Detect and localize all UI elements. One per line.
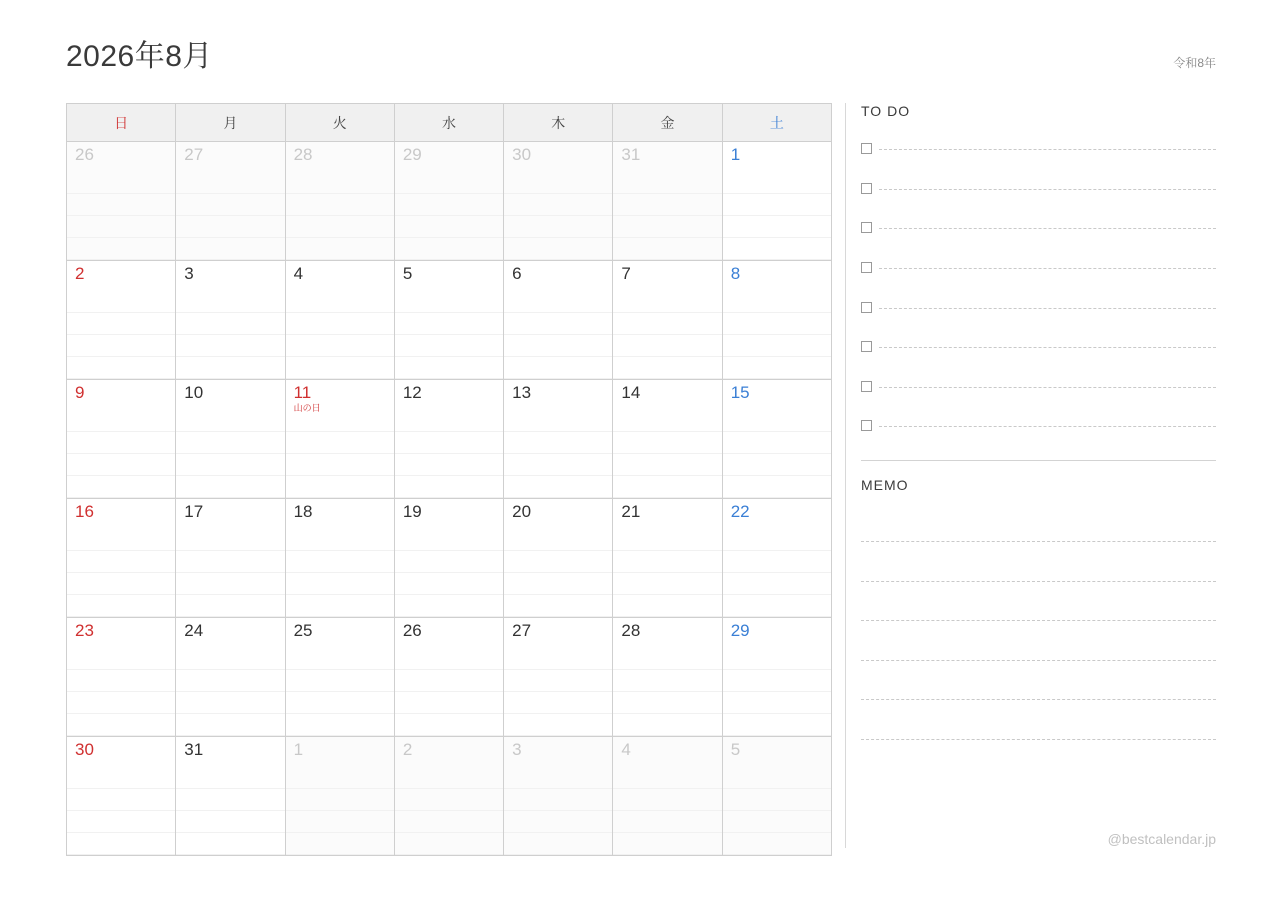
cell-writing-lines (286, 529, 394, 617)
day-number: 16 (75, 502, 94, 521)
calendar-day-cell[interactable] (394, 499, 503, 618)
checkbox-icon[interactable] (861, 341, 872, 352)
calendar-week-row (67, 142, 832, 261)
page-header (66, 34, 1216, 82)
todo-list (861, 129, 1216, 446)
cell-writing-lines (286, 291, 394, 379)
todo-item[interactable] (861, 406, 1216, 446)
todo-item[interactable] (861, 367, 1216, 407)
calendar-day-cell[interactable] (613, 380, 722, 499)
calendar-day-cell[interactable] (722, 142, 831, 261)
todo-write-line[interactable] (879, 387, 1216, 388)
day-number: 26 (75, 145, 94, 164)
calendar-day-cell[interactable] (504, 261, 613, 380)
day-number: 2 (402, 740, 413, 759)
day-number: 30 (512, 145, 532, 164)
cell-writing-lines (723, 172, 831, 260)
memo-write-line[interactable] (861, 542, 1216, 582)
calendar-day-cell[interactable] (613, 261, 722, 380)
page-title: 2026年8月 (66, 40, 213, 73)
day-number: 26 (402, 621, 422, 640)
weekday-header-5: 金 (613, 104, 722, 142)
day-number: 11 (293, 383, 312, 402)
day-number: 3 (512, 740, 522, 759)
day-number: 17 (184, 502, 204, 521)
cell-writing-lines (67, 529, 175, 617)
day-number: 30 (75, 740, 94, 759)
calendar-day-cell[interactable] (67, 499, 176, 618)
todo-write-line[interactable] (879, 149, 1216, 150)
cell-writing-lines (395, 648, 503, 736)
cell-writing-lines (395, 767, 503, 855)
day-number: 10 (184, 383, 204, 402)
calendar-day-cell[interactable] (67, 142, 176, 261)
cell-writing-lines (723, 291, 831, 379)
memo-section (861, 477, 1216, 740)
checkbox-icon[interactable] (861, 381, 872, 392)
cell-writing-lines (67, 291, 175, 379)
todo-item[interactable] (861, 208, 1216, 248)
cell-writing-lines (723, 648, 831, 736)
checkbox-icon[interactable] (861, 262, 872, 273)
calendar-day-cell[interactable] (176, 737, 285, 856)
cell-writing-lines (67, 648, 175, 736)
day-number: 8 (730, 264, 741, 283)
calendar-day-cell[interactable] (613, 618, 722, 737)
weekday-header-3: 水 (394, 104, 503, 142)
calendar-day-cell[interactable] (176, 499, 285, 618)
cell-writing-lines (504, 529, 612, 617)
memo-heading: MEMO (861, 476, 909, 493)
weekday-header-2: 火 (285, 104, 394, 142)
cell-writing-lines (613, 767, 721, 855)
calendar-table (66, 103, 832, 856)
checkbox-icon[interactable] (861, 143, 872, 154)
day-number: 28 (621, 621, 641, 640)
checkbox-icon[interactable] (861, 302, 872, 313)
day-number: 27 (512, 621, 532, 640)
memo-write-line[interactable] (861, 661, 1216, 701)
calendar-day-cell[interactable] (722, 618, 831, 737)
cell-writing-lines (723, 767, 831, 855)
calendar-day-cell[interactable] (722, 499, 831, 618)
cell-writing-lines (613, 291, 721, 379)
calendar-day-cell[interactable] (67, 261, 176, 380)
calendar-week-row (67, 261, 832, 380)
day-number: 29 (402, 145, 422, 164)
memo-write-line[interactable] (861, 503, 1216, 543)
cell-writing-lines (176, 529, 284, 617)
calendar-day-cell[interactable] (67, 618, 176, 737)
calendar-day-cell[interactable] (394, 261, 503, 380)
cell-writing-lines (504, 648, 612, 736)
day-number: 24 (184, 621, 204, 640)
cell-writing-lines (176, 648, 284, 736)
checkbox-icon[interactable] (861, 420, 872, 431)
calendar-day-cell[interactable] (504, 142, 613, 261)
day-number: 5 (402, 264, 413, 283)
todo-item[interactable] (861, 287, 1216, 327)
calendar-day-cell[interactable] (613, 499, 722, 618)
calendar-day-cell[interactable] (285, 142, 394, 261)
calendar-day-cell[interactable] (394, 380, 503, 499)
day-number: 20 (512, 502, 532, 521)
day-number: 15 (730, 383, 750, 402)
checkbox-icon[interactable] (861, 183, 872, 194)
calendar-day-cell[interactable] (285, 261, 394, 380)
day-number: 31 (621, 145, 641, 164)
day-number: 2 (75, 264, 85, 283)
memo-write-line[interactable] (861, 700, 1216, 740)
todo-item[interactable] (861, 248, 1216, 288)
day-number: 7 (621, 264, 631, 283)
day-number: 25 (293, 621, 313, 640)
calendar-week-row (67, 380, 832, 499)
weekday-header-6: 土 (722, 104, 831, 142)
cell-writing-lines (176, 767, 284, 855)
calendar-day-cell[interactable] (176, 142, 285, 261)
month-calendar (66, 103, 832, 856)
day-number: 4 (293, 264, 304, 283)
day-number: 13 (512, 383, 532, 402)
memo-write-line[interactable] (861, 621, 1216, 661)
cell-writing-lines (286, 767, 394, 855)
day-number: 9 (75, 383, 85, 402)
vertical-divider (845, 103, 846, 848)
day-number: 29 (730, 621, 750, 640)
weekday-header-1: 月 (176, 104, 285, 142)
cell-writing-lines (395, 172, 503, 260)
day-number: 27 (184, 145, 204, 164)
day-number: 5 (730, 740, 741, 759)
calendar-day-cell[interactable] (67, 737, 176, 856)
todo-write-line[interactable] (879, 228, 1216, 229)
calendar-day-cell[interactable] (176, 380, 285, 499)
todo-write-line[interactable] (879, 347, 1216, 348)
calendar-day-cell[interactable] (176, 618, 285, 737)
calendar-week-row (67, 618, 832, 737)
cell-writing-lines (504, 172, 612, 260)
day-number: 3 (184, 264, 194, 283)
day-number: 18 (293, 502, 313, 521)
cell-writing-lines (176, 172, 284, 260)
calendar-day-cell[interactable] (285, 618, 394, 737)
holiday-label: 山の日 (293, 402, 321, 413)
cell-writing-lines (286, 648, 394, 736)
todo-write-line[interactable] (879, 308, 1216, 309)
calendar-day-cell[interactable] (394, 142, 503, 261)
calendar-day-cell[interactable] (394, 618, 503, 737)
cell-writing-lines (504, 291, 612, 379)
day-number: 28 (293, 145, 313, 164)
calendar-day-cell[interactable] (722, 261, 831, 380)
weekday-header-row (67, 104, 832, 142)
calendar-day-cell[interactable] (285, 737, 394, 856)
day-number: 4 (621, 740, 631, 759)
era-label: 令和8年 (1173, 56, 1216, 70)
todo-write-line[interactable] (879, 426, 1216, 427)
day-number: 1 (730, 145, 741, 164)
cell-writing-lines (504, 410, 612, 498)
day-number: 14 (621, 383, 641, 402)
cell-writing-lines (613, 529, 721, 617)
cell-writing-lines (67, 172, 175, 260)
calendar-day-cell[interactable] (504, 618, 613, 737)
calendar-day-cell[interactable] (722, 380, 831, 499)
checkbox-icon[interactable] (861, 222, 872, 233)
day-number: 6 (512, 264, 522, 283)
cell-writing-lines (176, 291, 284, 379)
calendar-day-cell[interactable] (504, 737, 613, 856)
cell-writing-lines (723, 410, 831, 498)
cell-writing-lines (613, 648, 721, 736)
calendar-day-cell[interactable] (504, 499, 613, 618)
calendar-day-cell[interactable] (394, 737, 503, 856)
cell-writing-lines (286, 410, 394, 498)
cell-writing-lines (286, 172, 394, 260)
calendar-day-cell[interactable] (285, 499, 394, 618)
day-number: 31 (184, 740, 204, 759)
todo-write-line[interactable] (879, 268, 1216, 269)
weekday-header-0: 日 (67, 104, 176, 142)
todo-item[interactable] (861, 169, 1216, 209)
cell-writing-lines (613, 172, 721, 260)
calendar-day-cell[interactable] (722, 737, 831, 856)
memo-lines (861, 503, 1216, 740)
day-number: 1 (293, 740, 304, 759)
day-number: 23 (75, 621, 94, 640)
weekday-header-4: 木 (504, 104, 613, 142)
todo-heading: TO DO (861, 103, 911, 119)
side-panel (861, 103, 1216, 740)
todo-item[interactable] (861, 327, 1216, 367)
calendar-day-cell[interactable] (67, 380, 176, 499)
cell-writing-lines (613, 410, 721, 498)
cell-writing-lines (504, 767, 612, 855)
day-number: 22 (730, 502, 750, 521)
todo-write-line[interactable] (879, 189, 1216, 190)
calendar-day-cell[interactable] (176, 261, 285, 380)
cell-writing-lines (395, 291, 503, 379)
cell-writing-lines (176, 410, 284, 498)
credit-label: @bestcalendar.jp (1107, 831, 1216, 847)
side-divider (861, 460, 1216, 461)
cell-writing-lines (723, 529, 831, 617)
todo-item[interactable] (861, 129, 1216, 169)
cell-writing-lines (395, 410, 503, 498)
cell-writing-lines (395, 529, 503, 617)
calendar-day-cell[interactable] (613, 142, 722, 261)
calendar-week-row (67, 499, 832, 618)
calendar-day-cell[interactable] (613, 737, 722, 856)
day-number: 12 (402, 383, 422, 402)
calendar-day-cell[interactable] (504, 380, 613, 499)
cell-writing-lines (67, 410, 175, 498)
day-number: 19 (402, 502, 422, 521)
cell-writing-lines (67, 767, 175, 855)
memo-write-line[interactable] (861, 582, 1216, 622)
day-number: 21 (621, 502, 641, 521)
calendar-day-cell[interactable] (285, 380, 394, 499)
calendar-week-row (67, 737, 832, 856)
